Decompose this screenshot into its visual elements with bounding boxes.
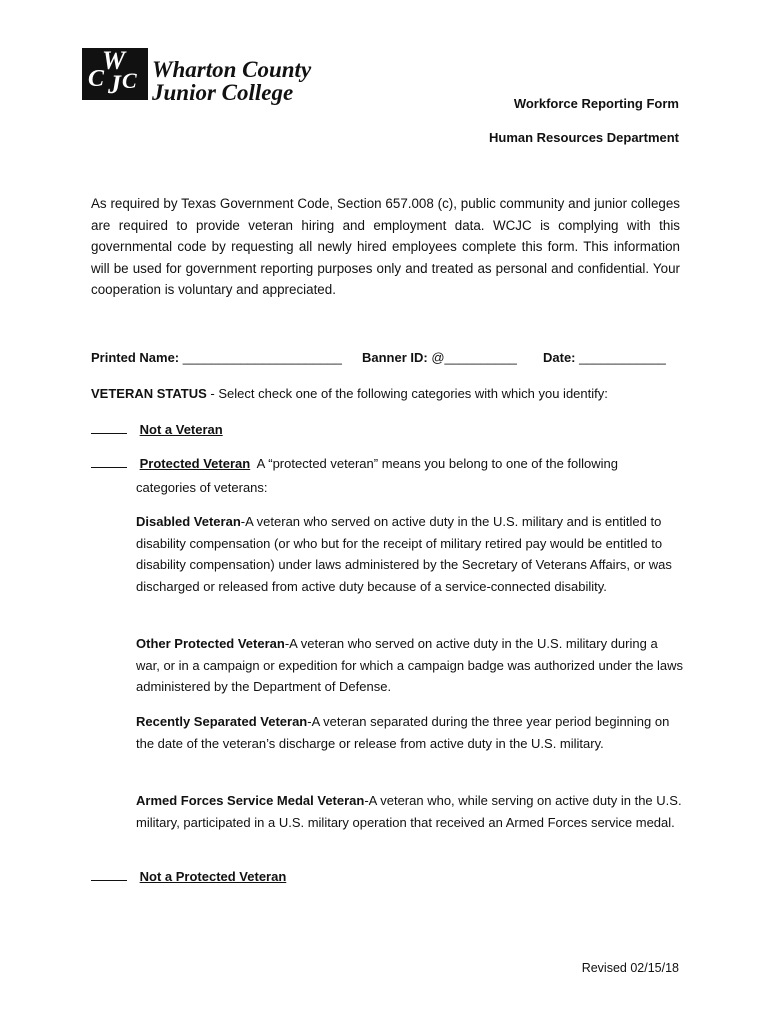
- not-veteran-label: Not a Veteran: [139, 422, 223, 437]
- logo-letter-w: W: [102, 46, 126, 75]
- category-recently-separated-veteran: [136, 711, 684, 754]
- veteran-status-heading: VETERAN STATUS: [91, 386, 207, 401]
- protected-veteran-check-blank[interactable]: [91, 455, 127, 468]
- printed-name-group: [91, 350, 342, 365]
- recently-separated-veteran-title: Recently Separated Veteran: [136, 714, 308, 729]
- logo-letter-j: J: [108, 70, 121, 99]
- protected-veteran-desc-1: A “protected veteran” means you belong to one of the following: [250, 456, 619, 471]
- college-name-line2: Junior College: [152, 80, 294, 105]
- option-protected-veteran: [91, 455, 618, 471]
- revised-date: Revised 02/15/18: [581, 961, 679, 975]
- disabled-veteran-text: -A veteran who served on active duty in the U.S. military and is entitled to disability compensation (or who but for the receipt of military retired pay would be entitled to disability compensation) under laws administered by the Secretary of Veterans Affairs, or was discharged or released from active duty because of a service-connected disability.: [136, 514, 672, 594]
- form-title: Workforce Reporting Form: [513, 96, 679, 111]
- not-protected-veteran-label: Not a Protected Veteran: [139, 869, 287, 884]
- veteran-status-line: [91, 386, 608, 401]
- department-name: Human Resources Department: [489, 130, 679, 145]
- date-field[interactable]: ____________: [579, 350, 666, 365]
- printed-name-label: Printed Name:: [91, 350, 180, 365]
- logo-letter-c2: C: [122, 68, 137, 93]
- logo-letter-c: C: [88, 66, 105, 92]
- veteran-status-instruction: - Select check one of the following categories with which you identify:: [206, 386, 608, 401]
- service-medal-veteran-text: -A veteran who, while serving on active duty in the U.S. military, participated in a U.S. military operation that received an Armed Forces service medal.: [136, 793, 682, 830]
- printed-name-field[interactable]: ______________________: [182, 350, 342, 365]
- category-disabled-veteran: [136, 511, 684, 597]
- not-veteran-check-blank[interactable]: [91, 421, 127, 434]
- other-protected-veteran-text: -A veteran who served on active duty in the U.S. military during a war, or in a campaign or expedition for which a campaign badge was authorized under the laws administered by the Department of Defense.: [136, 636, 684, 694]
- other-protected-veteran-title: Other Protected Veteran: [136, 636, 285, 651]
- college-name-line1: Wharton County: [152, 57, 312, 82]
- college-name: [152, 58, 311, 104]
- disabled-veteran-title: Disabled Veteran: [136, 514, 241, 529]
- college-logo-mark: [82, 48, 148, 100]
- date-label: Date:: [543, 350, 576, 365]
- date-group: [543, 350, 666, 365]
- banner-id-field[interactable]: @__________: [431, 350, 517, 365]
- service-medal-veteran-title: Armed Forces Service Medal Veteran: [136, 793, 365, 808]
- protected-veteran-desc-2: categories of veterans:: [136, 480, 268, 495]
- not-protected-veteran-check-blank[interactable]: [91, 868, 127, 881]
- recently-separated-veteran-text: -A veteran separated during the three year period beginning on the date of the veteran’s discharge or release from active duty in the U.S. military.: [136, 714, 670, 751]
- intro-paragraph: As required by Texas Government Code, Section 657.008 (c), public community and junior colleges are required to provide veteran hiring and employment data. WCJC is complying with this governmental code by requesting all newly hired employees complete this form. This information will be used for government reporting purposes only and treated as personal and confidential. Your cooperation is voluntary and appreciated.: [91, 196, 680, 297]
- category-service-medal-veteran: [136, 790, 684, 833]
- option-not-protected-veteran: [91, 868, 286, 884]
- category-other-protected-veteran: [136, 633, 684, 698]
- banner-id-group: [362, 350, 517, 365]
- protected-veteran-label: Protected Veteran: [139, 456, 251, 471]
- banner-id-label: Banner ID:: [362, 350, 428, 365]
- option-not-veteran: [91, 421, 223, 437]
